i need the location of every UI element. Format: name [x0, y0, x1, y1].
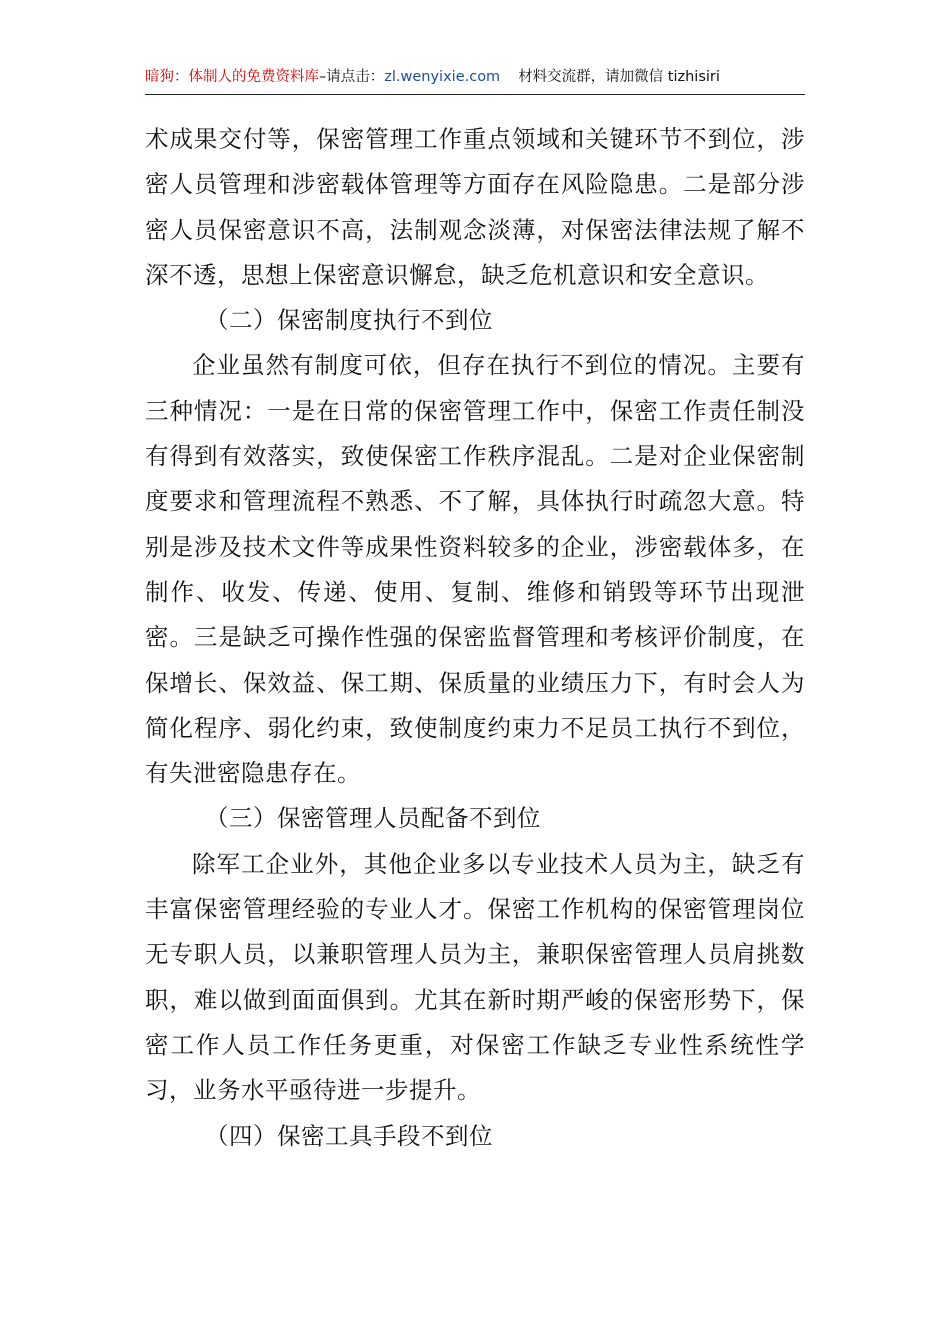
header-site-name: 暗狗：体制人的免费资料库 [145, 69, 319, 85]
section-heading-2: （二）保密制度执行不到位 [205, 306, 493, 335]
paragraph-staffing: 除军工企业外，其他企业多以专业技术人员为主，缺乏有丰富保密管理经验的专业人才。保密工作机构的保密管理岗位无专职人员，以兼职管理人员为主，兼职保密管理人员肩挑数职，难以做到面面俱到。尤其在新时期严峻的保密形势下，保密工作人员工作任务更重，对保密工作缺乏专业性系统性学习，业务水平亟待进一步提升。 [145, 849, 805, 1105]
header-group-info: 材料交流群，请加微信 tizhisiri [518, 69, 720, 85]
document-body [145, 117, 805, 1159]
section-heading-3: （三）保密管理人员配备不到位 [205, 804, 541, 833]
section-heading-4: （四）保密工具手段不到位 [205, 1121, 493, 1150]
header-click-prompt: –请点击： [319, 69, 385, 85]
paragraph-system-execution: 企业虽然有制度可依，但存在执行不到位的情况。主要有三种情况：一是在日常的保密管理工作中，保密工作责任制没有得到有效落实，致使保密工作秩序混乱。二是对企业保密制度要求和管理流程不熟悉、不了解，具体执行时疏忽大意。特别是涉及技术文件等成果性资料较多的企业，涉密载体多，在制作、收发、传递、使用、复制、维修和销毁等环节出现泄密。三是缺乏可操作性强的保密监督管理和考核评价制度，在保增长、保效益、保工期、保质量的业绩压力下，有时会人为简化程序、弱化约束，致使制度约束力不足员工执行不到位，有失泄密隐患存在。 [145, 351, 805, 788]
paragraph-continued: 术成果交付等，保密管理工作重点领域和关键环节不到位，涉密人员管理和涉密载体管理等方面存在风险隐患。二是部分涉密人员保密意识不高，法制观念淡薄，对保密法律法规了解不深不透，思想上保密意识懈怠，缺乏危机意识和安全意识。 [145, 125, 805, 289]
header-url-link[interactable]: zl.wenyixie.com [384, 69, 501, 85]
page-header [145, 62, 805, 95]
